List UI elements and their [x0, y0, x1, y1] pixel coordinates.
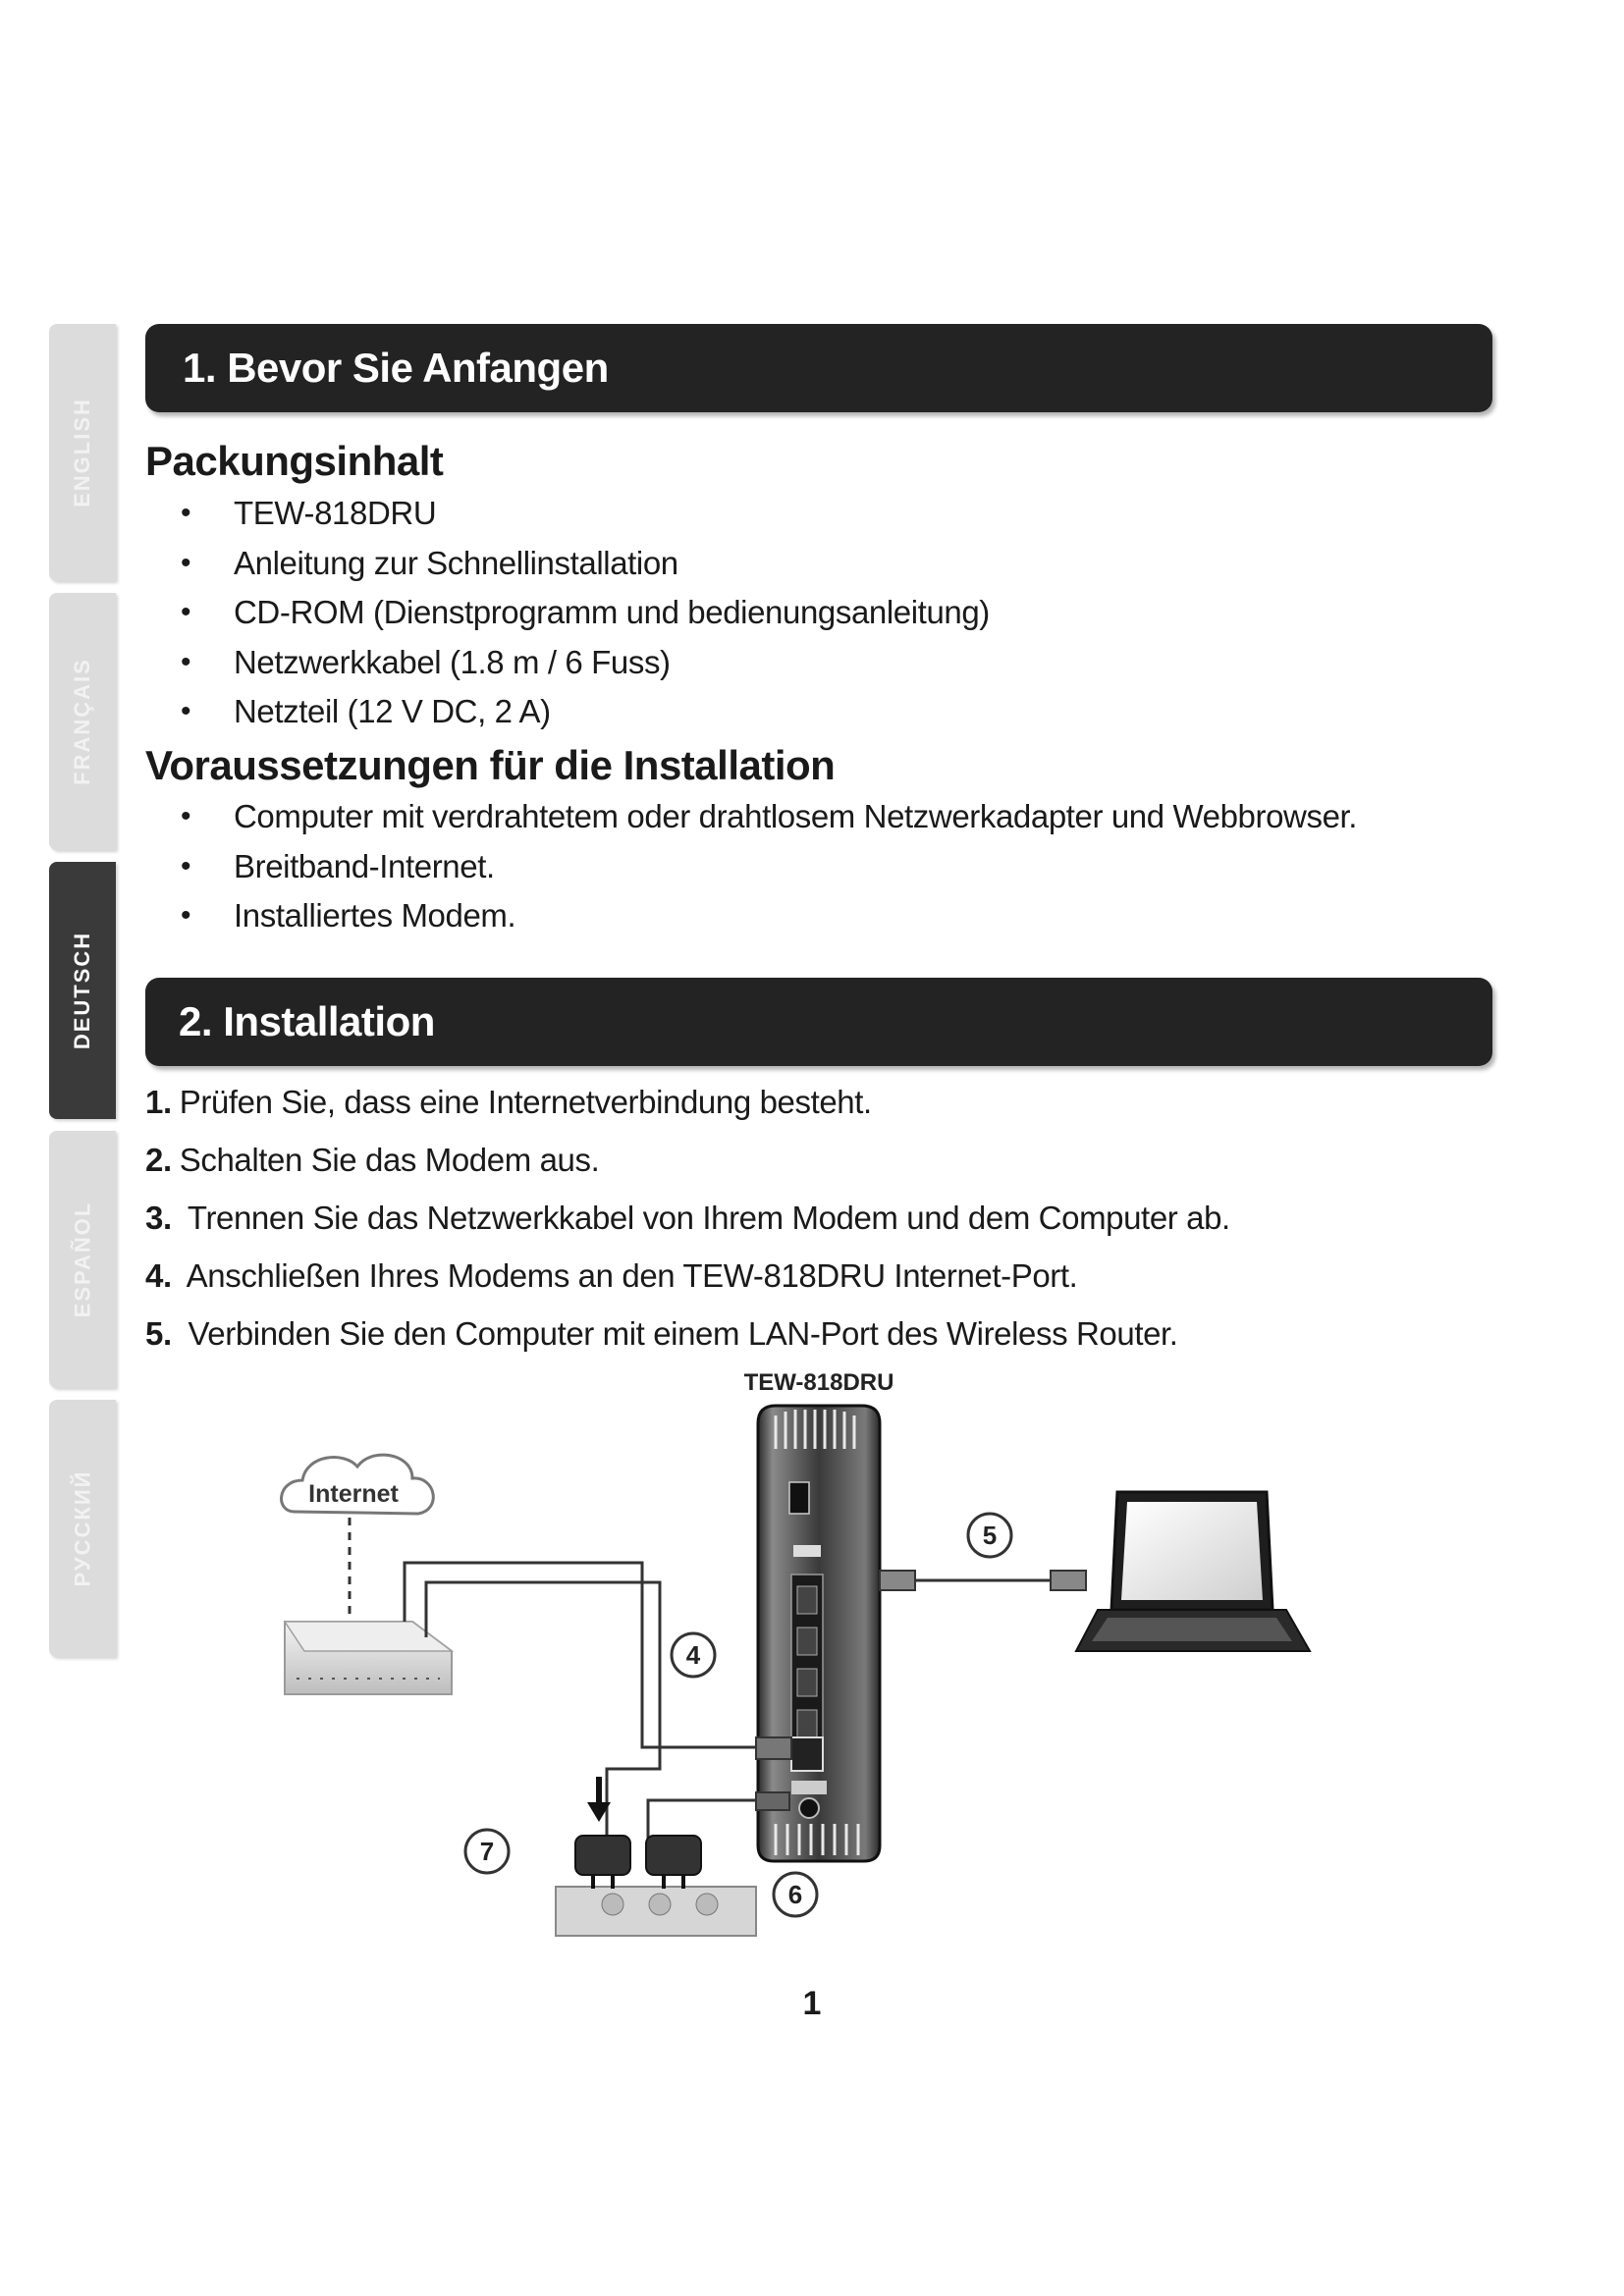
internet-cloud-icon — [282, 1455, 434, 1514]
list-item: • Anleitung zur Schnellinstallation — [177, 539, 990, 589]
page-number: 1 — [802, 1985, 822, 2022]
language-tab-label: ENGLISH — [70, 398, 95, 507]
list-item: • Netzwerkkabel (1.8 m / 6 Fuss) — [177, 638, 990, 688]
step-number: 5. — [145, 1315, 172, 1352]
cloud-label: Internet — [308, 1480, 399, 1508]
language-tab-label: FRANÇAIS — [70, 658, 95, 785]
list-item: • Computer mit verdrahtetem oder drahtlosem Netzwerkadapter und Webbrowser. — [177, 792, 1357, 842]
installation-steps — [145, 1078, 1230, 1367]
power-adapter-icon — [575, 1836, 630, 1889]
requirements-heading: Voraussetzungen für die Installation — [145, 742, 836, 788]
lan-plug-icon — [880, 1571, 915, 1590]
list-item: • TEW-818DRU — [177, 489, 990, 539]
step-item — [145, 1252, 1230, 1309]
callout-number: 7 — [479, 1837, 495, 1866]
callout-number: 5 — [982, 1521, 998, 1550]
requirements-list — [177, 792, 1357, 941]
step-text: Anschließen Ihres Modems an den TEW-818DRU Internet-Port. — [179, 1257, 1078, 1294]
language-tab-espanol[interactable] — [49, 1131, 116, 1388]
step-number: 4. — [145, 1257, 172, 1294]
step-item — [145, 1309, 1230, 1367]
callout-number: 4 — [685, 1640, 701, 1670]
list-item: • CD-ROM (Dienstprogramm und bedienungsanleitung) — [177, 588, 990, 638]
language-tab-label: ESPAÑOL — [70, 1201, 94, 1318]
language-tab-russian[interactable] — [49, 1400, 116, 1657]
language-tab-deutsch[interactable] — [49, 862, 116, 1119]
step-item — [145, 1136, 1230, 1194]
package-contents-heading: Packungsinhalt — [145, 438, 444, 484]
list-item: • Netzteil (12 V DC, 2 A) — [177, 687, 990, 737]
callout-4 — [672, 1633, 715, 1677]
laptop-icon — [1076, 1492, 1310, 1651]
section-1-title: 1. Bevor Sie Anfangen — [183, 345, 609, 391]
power-adapter-icon — [646, 1836, 701, 1889]
router-label: TEW-818DRU — [743, 1369, 894, 1396]
section-2-header — [145, 978, 1492, 1066]
lan-plug-icon — [1051, 1571, 1086, 1590]
step-text: Prüfen Sie, dass eine Internetverbindung besteht. — [179, 1084, 872, 1120]
power-strip-icon — [556, 1887, 756, 1936]
language-tab-english[interactable] — [49, 324, 116, 581]
language-tab-francais[interactable] — [49, 593, 116, 850]
step-number: 1. — [145, 1084, 172, 1120]
language-tab-label: РУССКИЙ — [70, 1469, 94, 1587]
section-1-header — [145, 324, 1492, 412]
callout-6 — [774, 1873, 817, 1916]
callout-5 — [968, 1514, 1011, 1557]
list-item: • Breitband-Internet. — [177, 842, 1357, 892]
step-item — [145, 1194, 1230, 1252]
step-text: Schalten Sie das Modem aus. — [179, 1142, 600, 1178]
step-number: 3. — [145, 1200, 172, 1236]
callout-number: 6 — [787, 1880, 803, 1909]
step-item — [145, 1078, 1230, 1136]
package-contents-list — [177, 489, 990, 737]
connection-diagram — [255, 1364, 1335, 1953]
step-text: Trennen Sie das Netzwerkkabel von Ihrem Modem und dem Computer ab. — [179, 1200, 1230, 1236]
wan-plug-icon — [756, 1737, 791, 1759]
internet-cable — [426, 1582, 660, 1842]
section-2-title: 2. Installation — [179, 998, 435, 1044]
language-tab-label: DEUTSCH — [70, 931, 94, 1050]
step-text: Verbinden Sie den Computer mit einem LAN-Port des Wireless Router. — [179, 1315, 1178, 1352]
list-item: • Installiertes Modem. — [177, 891, 1357, 941]
callout-7 — [465, 1830, 509, 1873]
power-plug-icon — [756, 1792, 789, 1810]
step-number: 2. — [145, 1142, 172, 1178]
